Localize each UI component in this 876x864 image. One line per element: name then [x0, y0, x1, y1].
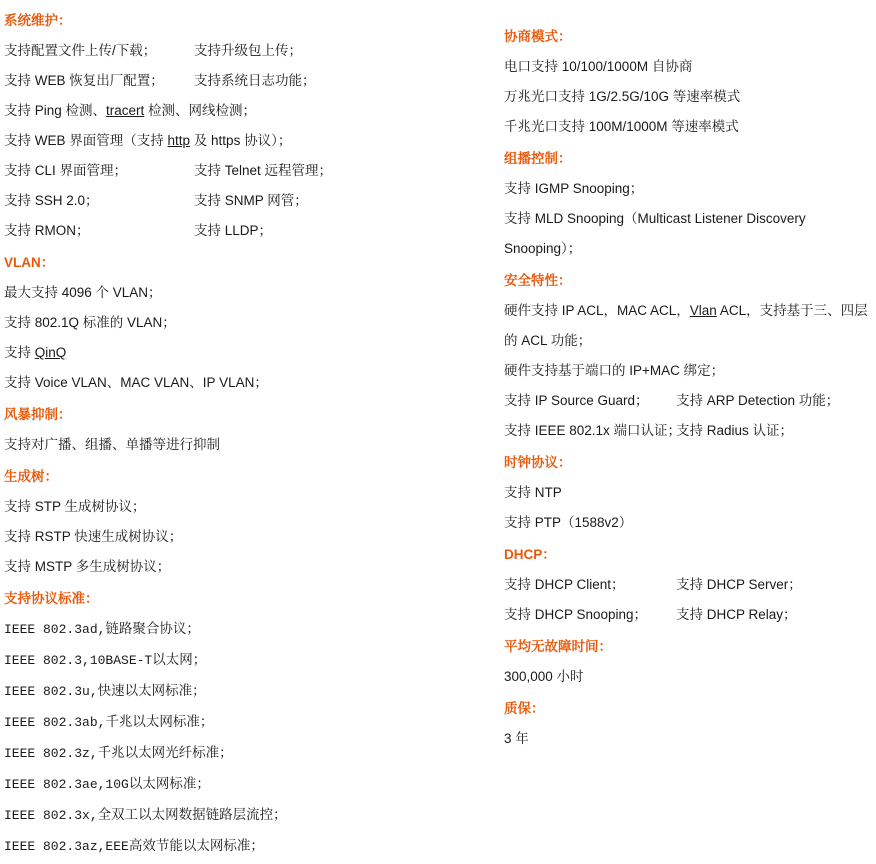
spec-line [4, 66, 492, 96]
standard-desc: 以太网标准； [128, 776, 210, 791]
spec-section [4, 462, 492, 582]
spec-section [4, 248, 492, 398]
spec-line [4, 216, 492, 246]
spec-section [504, 632, 870, 692]
spec-line-part: 支持 IP Source Guard； [504, 393, 649, 408]
underlined-term: QinQ [34, 345, 67, 360]
standard-desc: 快速以太网标准； [97, 683, 206, 698]
spec-line-part: 支持 CLI 界面管理； [4, 163, 128, 178]
spec-line: 支持 WEB 界面管理（支持 http 及 https 协议）； [4, 133, 292, 148]
spec-line-part: 支持 DHCP Snooping； [504, 607, 648, 622]
standard-code: IEEE 802.3u, [4, 684, 98, 699]
section-title: 时钟协议： [504, 455, 572, 470]
spec-line: 硬件支持基于端口的 IP+MAC 绑定； [504, 363, 725, 378]
spec-section [504, 540, 870, 630]
spec-line-part: 支持系统日志功能； [194, 73, 316, 88]
section-title: 系统维护： [4, 13, 72, 28]
standard-code: IEEE 802.3x, [4, 808, 98, 823]
spec-line-part: 支持配置文件上传/下载； [4, 43, 157, 58]
spec-line: 支持 MSTP 多生成树协议； [4, 559, 171, 574]
section-title: 支持协议标准： [4, 591, 99, 606]
spec-line-part: 支持 RMON； [4, 223, 90, 238]
spec-line-part: 支持 WEB 恢复出厂配置； [4, 73, 164, 88]
underlined-term: Vlan [689, 303, 717, 318]
spec-line: 电口支持 10/100/1000M 自协商 [504, 59, 693, 74]
standard-code: IEEE 802.3,10BASE-T [4, 653, 153, 668]
spec-section [504, 694, 870, 754]
spec-line-part: 支持 IEEE 802.1x 端口认证； [504, 423, 682, 438]
spec-line: 万兆光口支持 1G/2.5G/10G 等速率模式 [504, 89, 741, 104]
section-title: 生成树： [4, 469, 58, 484]
underlined-term: http [167, 133, 191, 148]
spec-line [504, 386, 870, 416]
standard-line [4, 614, 492, 645]
spec-line [4, 156, 492, 186]
spec-line: 支持对广播、组播、单播等进行抑制 [4, 437, 220, 452]
spec-line: 3 年 [504, 731, 529, 746]
standard-code: IEEE 802.3ad, [4, 622, 106, 637]
section-title: 安全特性： [504, 273, 572, 288]
section-title: 组播控制： [504, 151, 572, 166]
spec-line: 支持 IGMP Snooping； [504, 181, 644, 196]
underlined-term: tracert [106, 103, 145, 118]
spec-line [504, 416, 870, 446]
spec-line: 支持 802.1Q 标准的 VLAN； [4, 315, 176, 330]
section-title: 风暴抑制： [4, 407, 72, 422]
section-title: DHCP： [504, 547, 556, 562]
standard-line [4, 676, 492, 707]
spec-line: 支持 MLD Snooping（Multicast Listener Discovery Snooping）； [504, 211, 806, 256]
spec-line: 最大支持 4096 个 VLAN； [4, 285, 162, 300]
standard-desc: 全双工以太网数据链路层流控； [97, 807, 287, 822]
spec-line-part: 支持 DHCP Relay； [676, 607, 797, 622]
spec-line: 支持 QinQ [4, 345, 67, 360]
standard-code: IEEE 802.3ab, [4, 715, 106, 730]
spec-line-part: 支持 SNMP 网管； [194, 193, 308, 208]
standard-desc: 千兆以太网光纤标准； [97, 745, 233, 760]
spec-line: 支持 PTP（1588v2） [504, 515, 633, 530]
standard-line [4, 769, 492, 800]
spec-line: 千兆光口支持 100M/1000M 等速率模式 [504, 119, 739, 134]
standard-line [4, 738, 492, 769]
standard-code: IEEE 802.3ae,10G [4, 777, 129, 792]
spec-line [4, 186, 492, 216]
standard-line [4, 831, 492, 862]
standard-desc: 链路聚合协议； [105, 621, 200, 636]
section-title: VLAN： [4, 255, 55, 270]
spec-line: 支持 Ping 检测、tracert 检测、网线检测； [4, 103, 257, 118]
section-title: 质保： [504, 701, 545, 716]
spec-section [4, 400, 492, 460]
spec-line-part: 支持 Radius 认证； [676, 423, 794, 438]
standard-code: IEEE 802.3z, [4, 746, 98, 761]
spec-line: 硬件支持 IP ACL，MAC ACL，Vlan ACL，支持基于三、四层的 ACL 功能； [504, 303, 868, 348]
spec-line: 支持 Voice VLAN、MAC VLAN、IP VLAN； [4, 375, 268, 390]
spec-line-part: 支持升级包上传； [194, 43, 302, 58]
spec-section [4, 6, 492, 246]
spec-section [504, 266, 870, 446]
spec-line [4, 36, 492, 66]
spec-section [504, 22, 870, 142]
spec-line [504, 600, 870, 630]
spec-line-part: 支持 Telnet 远程管理； [194, 163, 333, 178]
spec-line: 支持 STP 生成树协议； [4, 499, 146, 514]
spec-section [504, 144, 870, 264]
section-title: 平均无故障时间： [504, 639, 612, 654]
spec-line: 300,000 小时 [504, 669, 584, 684]
spec-line: 支持 NTP [504, 485, 562, 500]
standard-desc: 千兆以太网标准； [105, 714, 214, 729]
standard-line [4, 800, 492, 831]
spec-line-part: 支持 DHCP Server； [676, 577, 802, 592]
standard-desc: 以太网； [152, 652, 207, 667]
spec-line [504, 570, 870, 600]
spec-line-part: 支持 LLDP； [194, 223, 273, 238]
spec-line-part: 支持 DHCP Client； [504, 577, 625, 592]
section-title: 协商模式： [504, 29, 572, 44]
standard-line [4, 707, 492, 738]
standard-line [4, 645, 492, 676]
spec-section [4, 584, 492, 862]
spec-line: 支持 RSTP 快速生成树协议； [4, 529, 183, 544]
spec-section [504, 448, 870, 538]
right-column [500, 0, 876, 756]
standard-code: IEEE 802.3az,EEE [4, 839, 129, 854]
standard-desc: 高效节能以太网标准； [128, 838, 264, 853]
spec-line-part: 支持 SSH 2.0； [4, 193, 99, 208]
spec-line-part: 支持 ARP Detection 功能； [676, 393, 840, 408]
